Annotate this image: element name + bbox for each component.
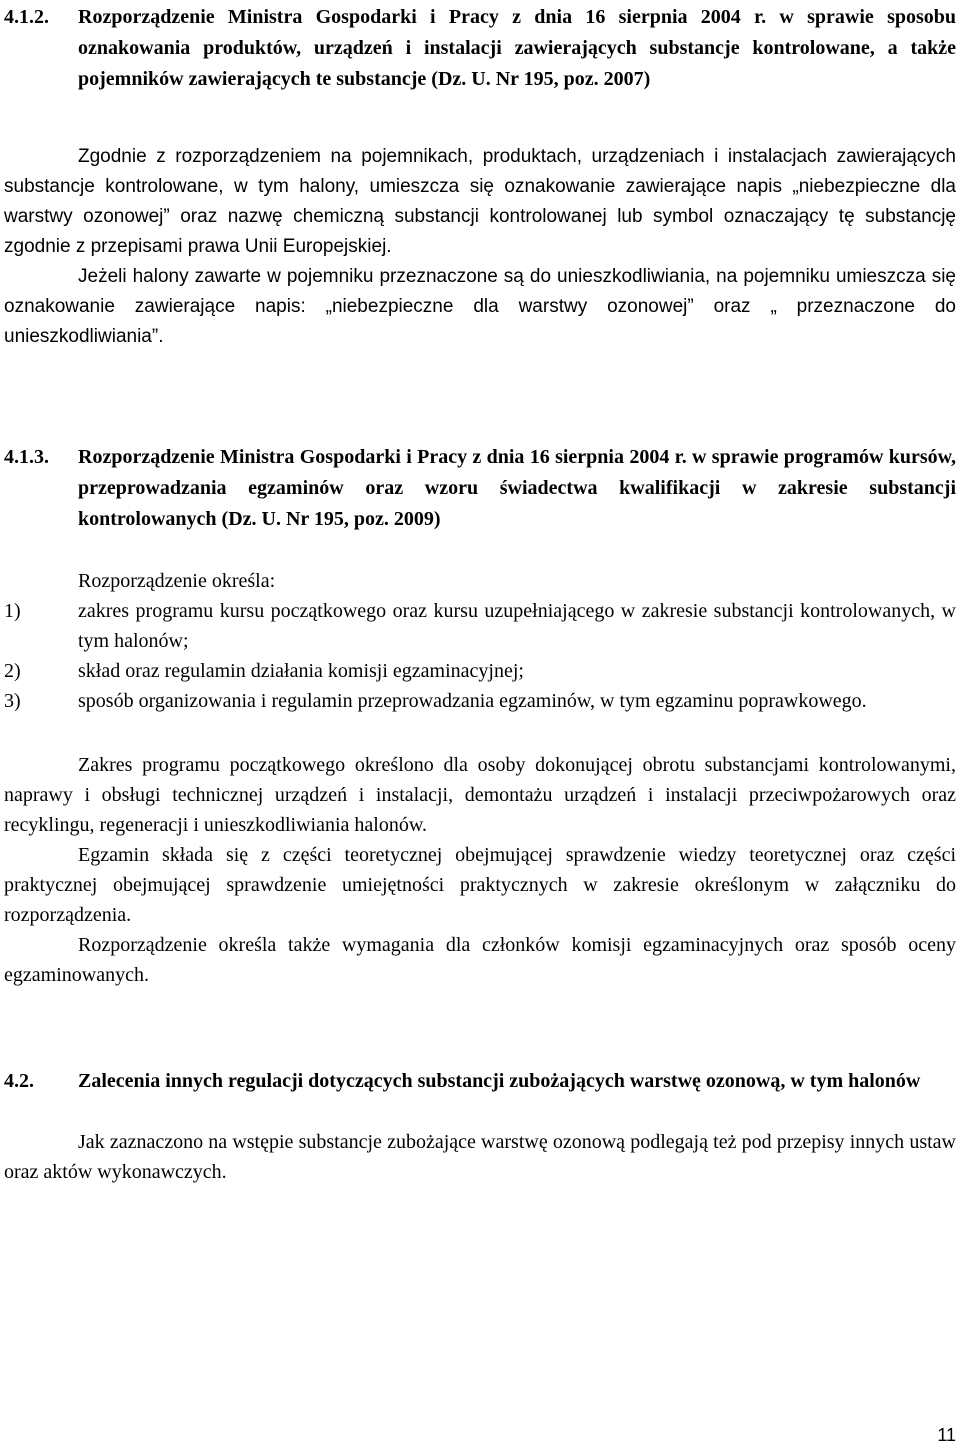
list-item-text: sposób organizowania i regulamin przeprowadzania egzaminów, w tym egzaminu poprawkowego. [78,690,867,712]
section-4-1-2 [4,2,956,352]
section-title: Rozporządzenie Ministra Gospodarki i Pracy z dnia 16 sierpnia 2004 r. w sprawie sposobu oznakowania produktów, urządzeń i instalacji zawierających substancje kontrolowane, a także pojemników zawierających te substancje (Dz. U. Nr 195, poz. 2007) [78,6,956,90]
page-number: 11 [937,1425,956,1445]
section-heading [4,2,956,95]
list-item-number: 3) [4,690,21,712]
list-item [4,656,956,686]
list-item-number: 1) [4,600,21,622]
paragraph: Egzamin składa się z części teoretycznej obejmującej sprawdzenie wiedzy teoretycznej oraz części praktycznej obejmującej sprawdzenie umiejętności praktycznych w zakresie określonym w załączniku do rozporządzenia. [4,844,956,926]
paragraph: Zakres programu początkowego określono dla osoby dokonującej obrotu substancjami kontrolowanymi, naprawy i obsługi technicznej urządzeń i instalacji, demontażu urządzeń i instalacji przeciwpożarowych oraz recyklingu, regeneracji i unieszkodliwiania halonów. [4,754,956,836]
list-item-number: 2) [4,660,21,682]
list-item [4,596,956,656]
section-heading [4,1066,956,1097]
list-intro: Rozporządzenie określa: [78,570,276,592]
list-item [4,686,956,716]
paragraph: Jak zaznaczono na wstępie substancje zubożające warstwę ozonową podlegają też pod przepisy innych ustaw oraz aktów wykonawczych. [4,1131,956,1183]
section-title: Zalecenia innych regulacji dotyczących substancji zubożających warstwę ozonową, w tym halonów [78,1070,921,1092]
section-number: 4.1.3. [4,446,49,468]
section-4-2 [4,1066,956,1187]
paragraph: Jeżeli halony zawarte w pojemniku przeznaczone są do unieszkodliwiania, na pojemniku umieszcza się oznakowanie zawierające napis: „niebezpieczne dla warstwy ozonowej” oraz „ przeznaczone do unieszkodliwiania”. [4,266,956,347]
section-heading [4,442,956,535]
section-title: Rozporządzenie Ministra Gospodarki i Pracy z dnia 16 sierpnia 2004 r. w sprawie programów kursów, przeprowadzania egzaminów oraz wzoru świadectwa kwalifikacji w zakresie substancji kontrolowanych (Dz. U. Nr 195, poz. 2009) [78,446,956,530]
paragraph: Rozporządzenie określa także wymagania dla członków komisji egzaminacyjnych oraz sposób oceny egzaminowanych. [4,934,956,986]
list-item-text: skład oraz regulamin działania komisji egzaminacyjnej; [78,660,524,682]
section-number: 4.2. [4,1070,34,1092]
section-number: 4.1.2. [4,6,49,28]
section-4-1-3 [4,442,956,990]
list-item-text: zakres programu kursu początkowego oraz kursu uzupełniającego w zakresie substancji kontrolowanych, w tym halonów; [78,600,956,652]
paragraph: Zgodnie z rozporządzeniem na pojemnikach, produktach, urządzeniach i instalacjach zawierających substancje kontrolowane, w tym halony, umieszcza się oznakowanie zawierające napis „niebezpieczne dla warstwy ozonowej” oraz nazwę chemiczną substancji kontrolowanej lub symbol oznaczający tę substancję zgodnie z przepisami prawa Unii Europejskiej. [4,146,956,257]
